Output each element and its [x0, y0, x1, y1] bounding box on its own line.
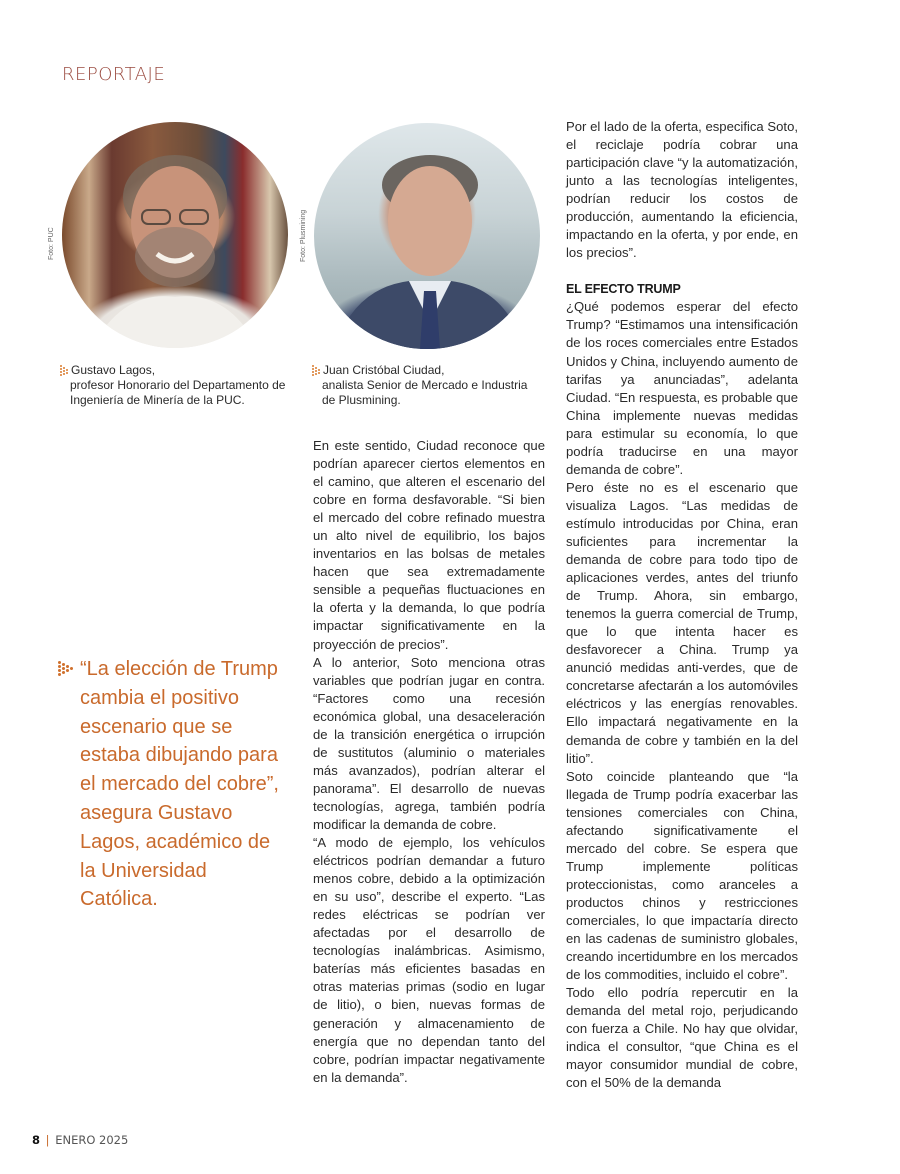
- paragraph: Todo ello podría repercutir en la demanda del metal rojo, perjudicando con fuerza a Chile. No hay que olvidar, indica el consultor, “que China es el mayor consumidor mundial de cobre, con el 50% de la demanda: [566, 985, 798, 1091]
- photo-caption-ciudad: [312, 363, 542, 408]
- paragraph: A lo anterior, Soto menciona otras variables que podrían jugar en contra. “Factores como una recesión económica global, una desaceleración de la transición energética o irrupción de sustitutos (aluminio o materiales más avanzados), podrían alterar el panorama”. El desarrollo de nuevas tecnologías, agrega, también podría modificar la demanda de cobre.: [313, 654, 545, 832]
- portrait-photo-ciudad: [314, 123, 540, 349]
- photo-credit-plusmining: Foto: Plusmining: [300, 209, 307, 262]
- photo-credit-puc: Foto: PUC: [48, 227, 55, 260]
- caption-role: profesor Honorario del Departamento de Ingeniería de Minería de la PUC.: [70, 378, 286, 407]
- portrait-photo-lagos: [62, 122, 288, 348]
- issue-date: ENERO 2025: [55, 1133, 129, 1147]
- paragraph: Pero éste no es el escenario que visualiza Lagos. “Las medidas de estímulo introducidas por China, eran suficientes para incrementar la demanda de cobre para todo tipo de aplicaciones verdes, antes del triunfo de Trump. Ahora, sin embargo, tenemos la guerra comercial de Trump, que lo que intenta hacer es desfavorecer a China. Trump ya anunció medidas anti-verdes, que de concretarse afectarán a los automóviles eléctricos y las energías renovables. Ello impactará negativamente en la demanda de cobre y también en la del litio”.: [566, 479, 798, 766]
- bullet-arrow-icon: [60, 365, 69, 376]
- paragraph: “A modo de ejemplo, los vehículos eléctricos podrían demandar a futuro menos cobre, debido a la optimización en su uso”, describe el experto. “Las redes eléctricas se podrían ver afectadas por el desarrollo de tecnologías inalámbricas. Asimismo, baterías más eficientes basadas en otras materias primas (sodio en lugar de litio), o bien, nuevas formas de generación y almacenamiento de energía que no dependan tanto del cobre, podrían impactar negativamente en la demanda”.: [313, 835, 545, 1085]
- portrait-illustration: [62, 122, 288, 348]
- paragraph: Por el lado de la oferta, especifica Soto, el reciclaje podría cobrar una participación clave “y la automatización, junto a las tecnologías inteligentes, podrían reducir los costos de producción, aumentando la eficiencia, impactando en la oferta, y por ende, en los precios”.: [566, 119, 798, 261]
- pull-quote: [58, 655, 288, 914]
- article-column-right: [566, 118, 798, 1092]
- subheading: EL EFECTO TRUMP: [566, 282, 681, 297]
- portrait-illustration: [314, 123, 540, 349]
- photo-caption-lagos: [60, 363, 295, 408]
- caption-role: analista Senior de Mercado e Industria de Plusmining.: [322, 378, 528, 407]
- paragraph: En este sentido, Ciudad reconoce que podrían aparecer ciertos elementos en el camino, que alteren el escenario del cobre en forma desfavorable. “Si bien el mercado del cobre refinado muestra un alto nivel de equilibrio, los bajos inventarios en las bolsas de metales hacen que sea extremadamente sensible a pequeñas fluctuaciones en la oferta y la demanda, lo que podría impactar significativamente en la proyección de precios”.: [313, 438, 545, 652]
- footer-separator: |: [45, 1133, 50, 1147]
- section-label: REPORTAJE: [62, 64, 166, 85]
- pull-quote-text: “La elección de Trump cambia el positivo escenario que se estaba dibujando para el mercado del cobre”, asegura Gustavo Lagos, académico de la Universidad Católica.: [80, 658, 279, 911]
- bullet-arrow-icon: [312, 365, 321, 376]
- article-column-middle: [313, 437, 545, 1087]
- paragraph: Soto coincide planteando que “la llegada de Trump podría exacerbar las tensiones comerciales con China, afectando significativamente el mercado del cobre. Se espera que Trump implemente políticas proteccionistas, como aranceles a productos chinos y restricciones comerciales, lo que impactaría directo en las cadenas de suministro globales, creando incertidumbre en los mercados de los commodities, incluido el cobre”.: [566, 768, 798, 983]
- paragraph: ¿Qué podemos esperar del efecto Trump? “Estimamos una intensificación de los roces comerciales entre Estados Unidos y China, incluyendo aumento de tarifas ya anunciadas”, adelanta Ciudad. “En respuesta, es probable que China implemente nuevas medidas para estimular su economía, lo que podría traducirse en una mayor demanda de cobre”.: [566, 299, 798, 477]
- bullet-arrow-icon: [58, 661, 72, 677]
- page-footer: [32, 1133, 128, 1147]
- caption-name: Gustavo Lagos,: [71, 363, 156, 377]
- page-number: 8: [32, 1133, 41, 1147]
- caption-name: Juan Cristóbal Ciudad,: [323, 363, 445, 377]
